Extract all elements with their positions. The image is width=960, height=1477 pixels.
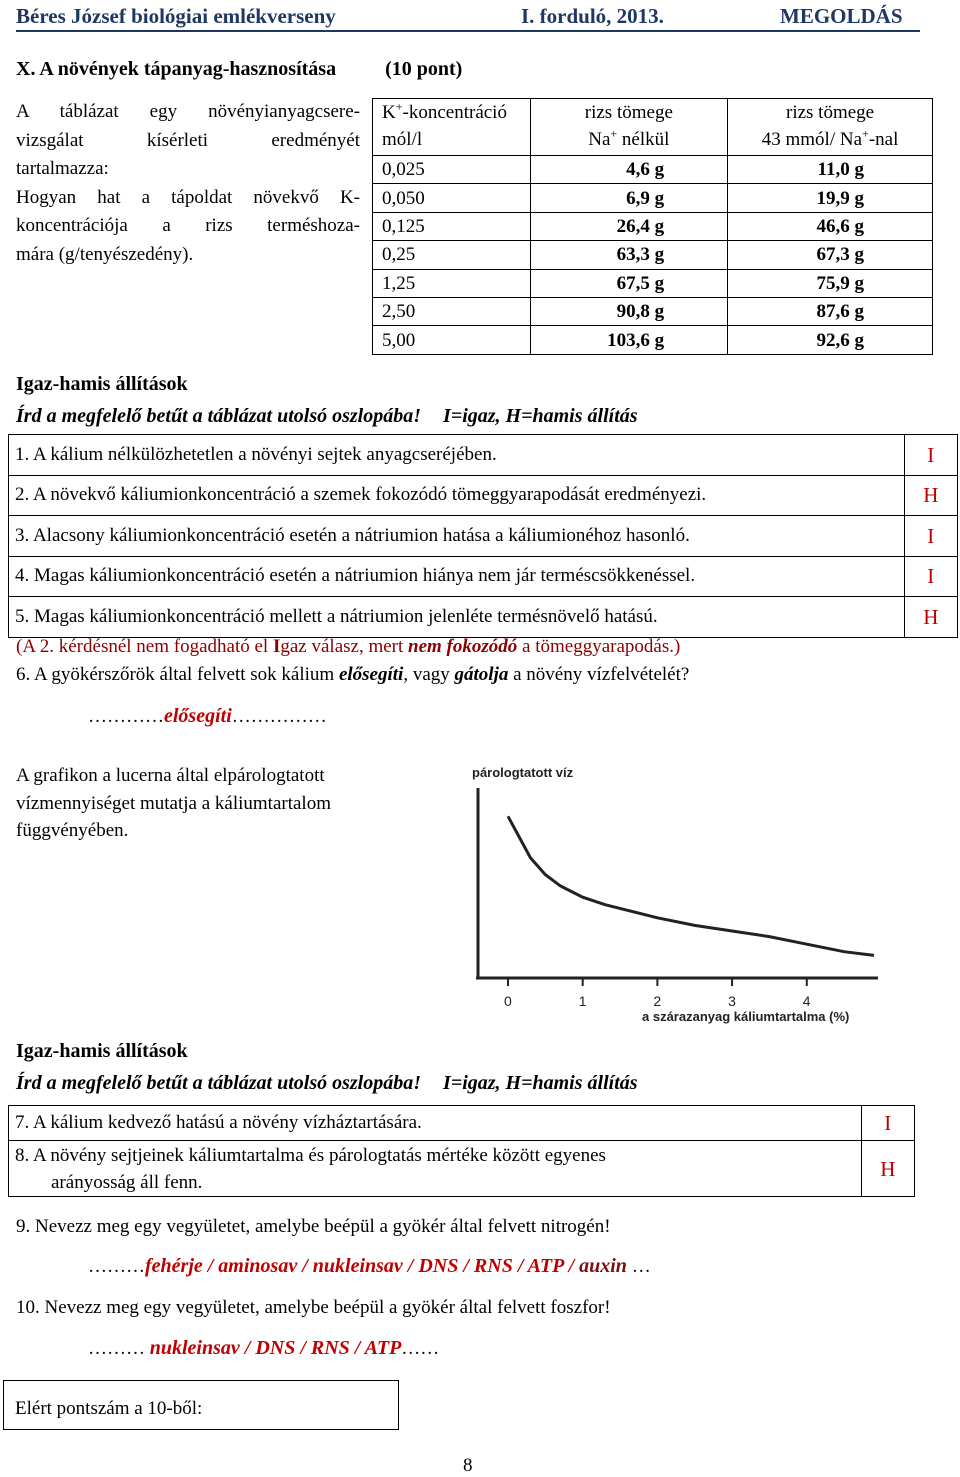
section-title: X. A növények tápanyag-hasznosítása (10 pont) <box>16 58 463 80</box>
answer-cell[interactable]: H <box>861 1141 914 1197</box>
tf2-title: Igaz-hamis állítások <box>16 1040 188 1062</box>
answer-10: ……… nukleinsav / DNS / RNS / ATP…… <box>88 1337 440 1359</box>
answer-6: …………elősegíti…………… <box>88 705 327 727</box>
col-no-na-header: rizs tömege Na+ nélkül <box>530 99 728 156</box>
table-row: 0,25 63,3 g 67,3 g <box>373 241 933 269</box>
answer-cell[interactable]: I <box>861 1106 914 1141</box>
table-row: 2,50 90,8 g 87,6 g <box>373 297 933 325</box>
x-tick-label: 3 <box>728 993 736 1009</box>
tf1-title: Igaz-hamis állítások <box>16 373 188 395</box>
table-row: 0,050 6,9 g 19,9 g <box>373 184 933 212</box>
col-k-header: K+-koncentráció mól/l <box>373 99 531 156</box>
table-row: 7. A kálium kedvező hatású a növény vízháztartására. I <box>9 1106 915 1141</box>
table-row: 1,25 67,5 g 75,9 g <box>373 269 933 297</box>
transpiration-chart <box>460 760 900 1030</box>
header-rule <box>16 30 920 32</box>
table-row: 3. Alacsony káliumionkoncentráció esetén a nátriumion hatása a káliumionéhoz hasonló. I <box>9 516 958 557</box>
note-line: (A 2. kérdésnél nem fogadható el Igaz válasz, mert nem fokozódó a tömeggyarapodás.) <box>16 636 681 657</box>
table-row: 8. A növény sejtjeinek káliumtartalma és párologtatás mértéke között egyenes arányosság áll fenn. H <box>9 1141 915 1197</box>
table-row: 2. A növekvő káliumionkoncentráció a szemek fokozódó tömeggyarapodását eredményezi. H <box>9 475 958 516</box>
chart-xlabel: a szárazanyag káliumtartalma (%) <box>642 1009 850 1024</box>
intro-text: A táblázat egy növényianyagcsere- vizsgálat kísérleti eredményét tartalmazza: Hogyan hat a tápoldat növekvő K- koncentrációja a rizs terméshoza- mára (g/tenyészedény). <box>16 101 360 265</box>
answer-cell[interactable]: I <box>904 516 957 557</box>
table-header-row <box>373 99 933 156</box>
table-row: 5,00 103,6 g 92,6 g <box>373 326 933 354</box>
x-tick-label: 4 <box>802 993 811 1009</box>
question-6: 6. A gyökérszőrök által felvett sok kálium elősegíti, vagy gátolja a növény vízfelvételét? <box>16 664 690 685</box>
x-tick-label: 1 <box>578 993 587 1009</box>
header-middle: I. forduló, 2013. <box>521 4 664 28</box>
tf2-instruction: Írd a megfelelő betűt a táblázat utolsó oszlopába! I=igaz, H=hamis állítás <box>16 1072 638 1094</box>
chart-ylabel: párologtatott víz <box>472 765 574 780</box>
table-row: 1. A kálium nélkülözhetetlen a növényi sejtek anyagcseréjében. I <box>9 435 958 476</box>
header-left: Béres József biológiai emlékverseny <box>16 4 336 28</box>
question-9: 9. Nevezz meg egy vegyületet, amelybe beépül a gyökér által felvett nitrogén! <box>16 1216 611 1237</box>
table-row: 0,125 26,4 g 46,6 g <box>373 212 933 240</box>
x-tick-label: 2 <box>653 993 662 1009</box>
question-10: 10. Nevezz meg egy vegyületet, amelybe beépül a gyökér által felvett foszfor! <box>16 1297 611 1318</box>
answer-9: ………fehérje / aminosav / nukleinsav / DNS / RNS / ATP / auxin … <box>88 1255 651 1277</box>
table-row: 5. Magas káliumionkoncentráció mellett a nátriumion jelenléte termésnövelő hatású. H <box>9 597 958 638</box>
x-tick-label: 0 <box>504 993 512 1009</box>
answer-cell[interactable]: H <box>904 475 957 516</box>
table-row: 4. Magas káliumionkoncentráció esetén a nátriumion hiánya nem jár terméscsökkenéssel. I <box>9 556 958 597</box>
page-number: 8 <box>463 1455 473 1476</box>
tf1-instruction: Írd a megfelelő betűt a táblázat utolsó oszlopába! I=igaz, H=hamis állítás <box>16 405 638 427</box>
graph-description: A grafikon a lucerna által elpárologtatott vízmennyiséget mutatja a káliumtartalom függvényében. <box>16 765 331 841</box>
tf2-table <box>8 1105 915 1197</box>
answer-cell[interactable]: H <box>904 597 957 638</box>
potassium-table <box>372 98 933 355</box>
series-line <box>508 816 874 955</box>
header-right: MEGOLDÁS <box>780 4 903 28</box>
tf1-table <box>8 434 958 638</box>
answer-cell[interactable]: I <box>904 435 957 476</box>
answer-cell[interactable]: I <box>904 556 957 597</box>
score-box[interactable]: Elért pontszám a 10-ből: <box>3 1380 399 1430</box>
col-with-na-header: rizs tömege 43 mmól/ Na+-nal <box>728 99 933 156</box>
table-row: 0,025 4,6 g 11,0 g <box>373 156 933 184</box>
